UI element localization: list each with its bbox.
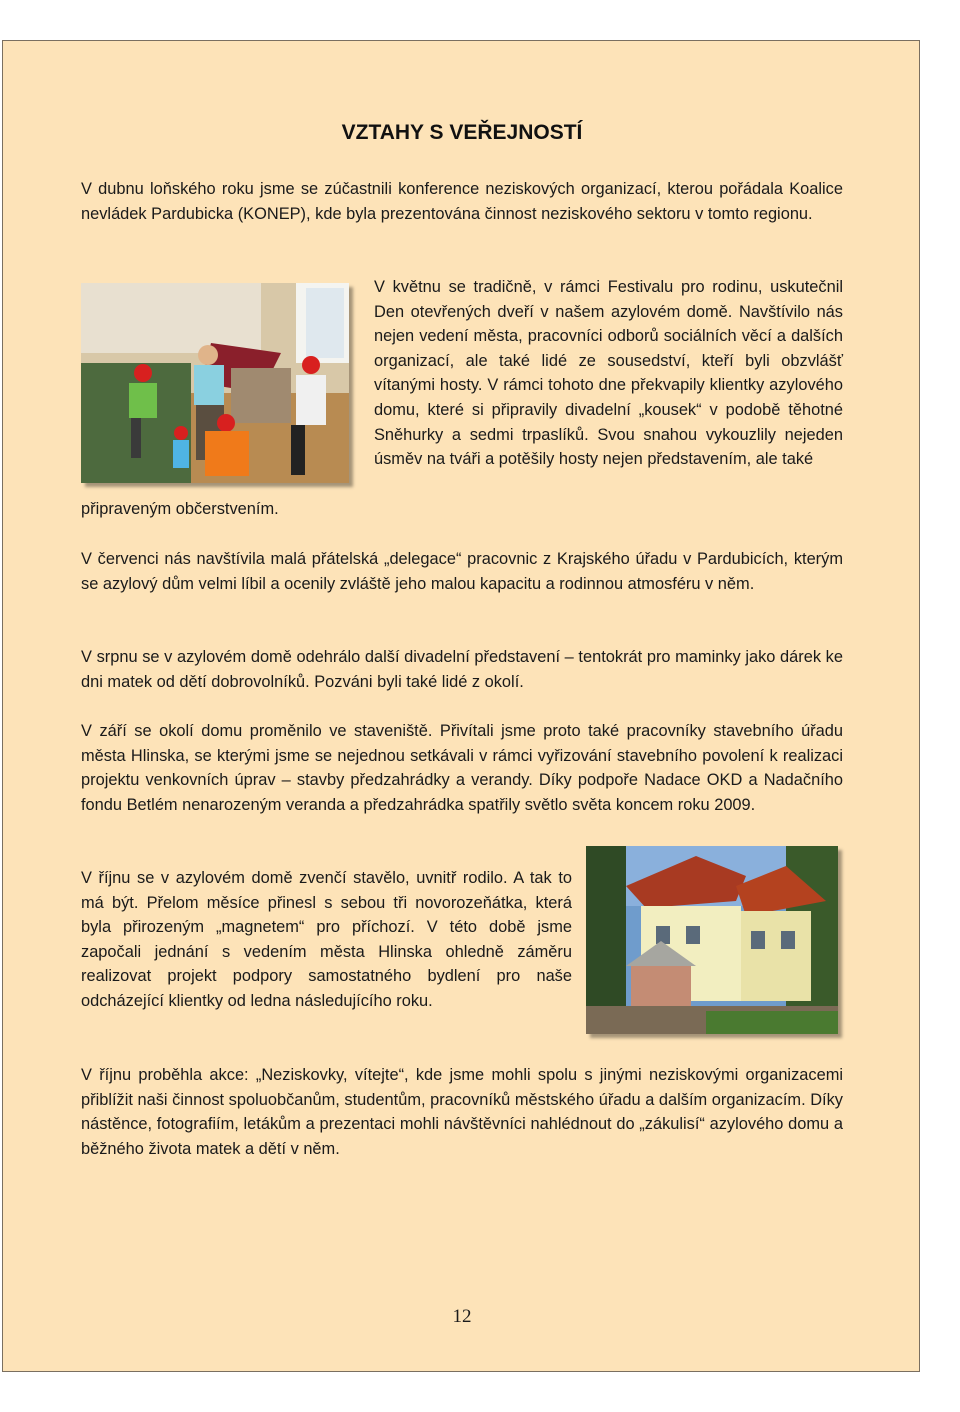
paragraph-zari: V září se okolí domu proměnilo ve staveniště. Přivítali jsme proto také pracovníky stavebního úřadu města Hlinska, se kterými jsme se nejednou setkávali v rámci vyřizování stavebního povolení k realizaci projektu venkovních úprav – stavby předzahrádky a verandy. Díky podpoře Nadace OKD a Nadačního fondu Betlém nenarozeným veranda a předzahrádka spatřily světlo světa koncem roku 2009. xyxy=(81,722,843,814)
paragraph-cervenec: V červenci nás navštívila malá přátelská „delegace“ pracovnic z Krajského úřadu v Pardubicích, kterým se azylový dům velmi líbil a ocenily zvláště jeho malou kapacitu a rodinnou atmosféru v něm. xyxy=(81,550,843,593)
page-title: VZTAHY S VEŘEJNOSTÍ xyxy=(341,121,583,144)
paragraph-neziskovky-vitejte: V říjnu proběhla akce: „Neziskovky, vítejte“, kde jsme mohli spolu s jinými neziskovými organizacemi přiblížit naši činnost spoluobčanům, studentům, pracovníků městského úřadu a dalším organizacím. Díky nástěnce, fotografiím, letákům a prezentaci mohli návštěvníci nahlédnout do „zákulisí“ azylového domu a běžného života matek a dětí v něm. xyxy=(81,1066,843,1158)
paragraph-konference: V dubnu loňského roku jsme se zúčastnili konference neziskových organizací, kterou pořádala Koalice nevládek Pardubicka (KONEP), kde byla prezentována činnost neziskového sektoru v tomto regionu. xyxy=(81,180,843,223)
page xyxy=(2,40,920,1372)
paragraph-continuation: připraveným občerstvením. xyxy=(81,500,279,518)
photo-building-construction xyxy=(586,846,838,1034)
photo-theatre-performance xyxy=(81,283,349,483)
page-number: 12 xyxy=(452,1306,472,1327)
paragraph-den-otevrenych-dveri: V květnu se tradičně, v rámci Festivalu pro rodinu, uskutečnil Den otevřených dveří v našem azylovém domě. Navštívilo nás nejen vedení města, pracovníci odborů sociálních věcí a dalších organizací, ale také lidé ze sousedství, kteří byli obzvlášť vítanými hosty. V rámci tohoto dne překvapily klientky azylového domu, které si připravily divadelní „kousek“ v podobě těhotné Sněhurky a sedmi trpaslíků. Svou snahou vykouzlily nejeden úsměv na tváři a potěšily hosty nejen představením, ale také xyxy=(374,278,843,469)
paragraph-srpen: V srpnu se v azylovém domě odehrálo další divadelní představení – tentokrát pro maminky jako dárek ke dni matek od dětí dobrovolníků. Pozváni byli také lidé z okolí. xyxy=(81,648,843,691)
paragraph-rijen-stavba: V říjnu se v azylovém domě zvenčí stavělo, uvnitř rodilo. A tak to má být. Přelom měsíce přinesl s sebou tři novorozeňátka, která byla přirozeným „magnetem“ pro příchozí. V této době jsme započali jednání s vedením města Hlinska ohledně záměru realizovat projekt podpory samostatného bydlení pro naše odcházející klientky od ledna následujícího roku. xyxy=(81,869,572,1010)
